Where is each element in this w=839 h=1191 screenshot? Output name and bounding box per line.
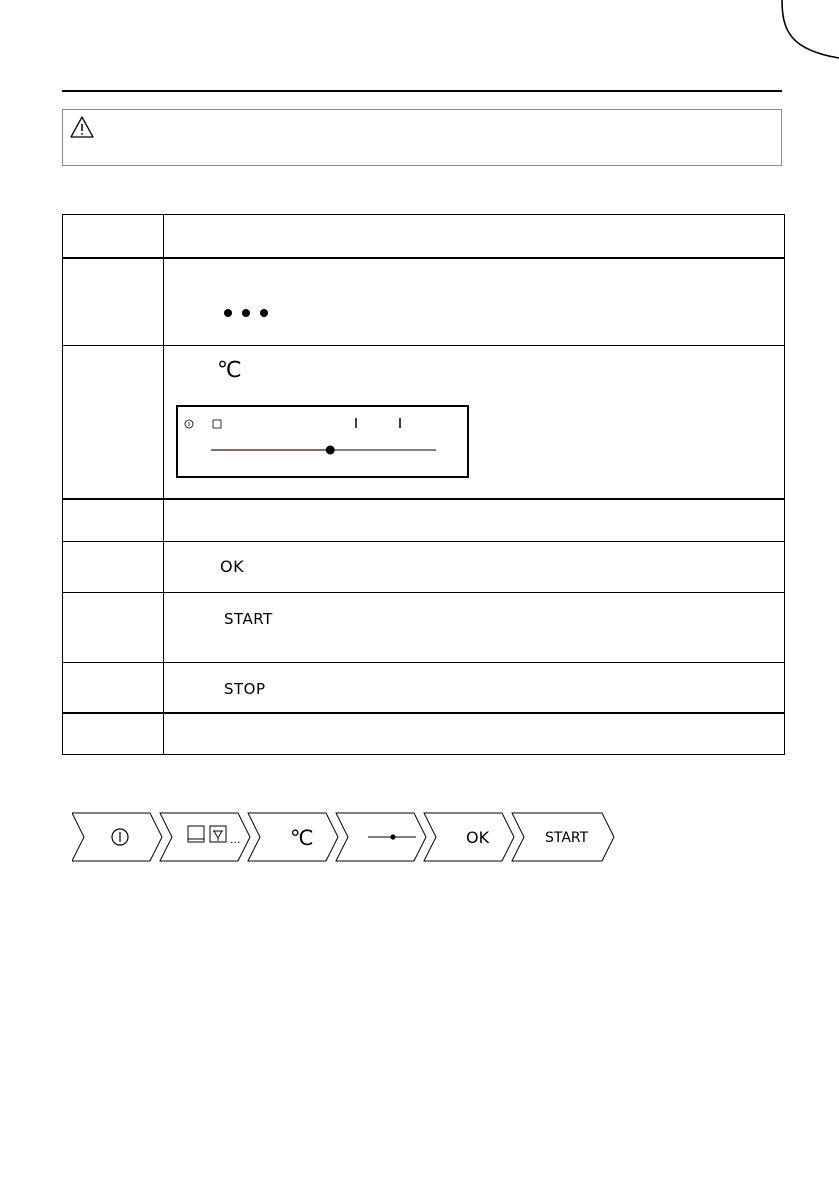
table-row (63, 499, 785, 542)
flow-step-slider (336, 813, 426, 861)
action-cell (164, 215, 785, 258)
table-row (63, 593, 785, 663)
action-cell (164, 258, 785, 346)
action-cell (164, 346, 785, 499)
temperature-icon: ℃ (217, 358, 243, 383)
three-dots-icon (224, 309, 268, 317)
ok-symbol: OK (466, 828, 490, 847)
step-cell (63, 215, 164, 258)
table-row (63, 663, 785, 713)
table-header-row (63, 215, 785, 258)
display-panel-graphic (178, 407, 467, 476)
flow-step-temperature (248, 813, 338, 861)
warning-box (62, 109, 782, 166)
step-cell (63, 713, 164, 755)
action-cell (164, 663, 785, 713)
step-cell (63, 663, 164, 713)
page-corner-curve (0, 0, 839, 60)
flow-step-power (72, 813, 162, 861)
table-row (63, 542, 785, 593)
steps-table (62, 214, 785, 755)
step-cell (63, 346, 164, 499)
step-cell (63, 593, 164, 663)
power-icon (112, 829, 128, 845)
slider-icon (368, 834, 416, 839)
header-rule (62, 90, 782, 92)
action-cell (164, 499, 785, 542)
stop-symbol: STOP (224, 680, 266, 698)
step-cell (63, 258, 164, 346)
more-functions-ellipsis: ... (230, 833, 241, 846)
procedure-flow (72, 812, 617, 862)
flow-step-ok (424, 813, 514, 861)
slider-handle (326, 446, 335, 455)
flow-step-start (512, 813, 614, 861)
display-panel (176, 405, 469, 478)
action-cell (164, 542, 785, 593)
ok-symbol: OK (220, 557, 245, 576)
start-symbol: START (224, 610, 273, 628)
start-symbol: START (545, 830, 589, 846)
power-icon (185, 420, 193, 428)
oven-function-icon (213, 420, 221, 428)
step-cell (63, 542, 164, 593)
table-row (63, 258, 785, 346)
action-cell (164, 713, 785, 755)
table-row (63, 346, 785, 499)
flow-step-function (160, 813, 250, 861)
table-row (63, 713, 785, 755)
temperature-icon: ℃ (290, 826, 314, 850)
action-cell (164, 593, 785, 663)
warning-triangle-icon (69, 115, 95, 139)
step-cell (63, 499, 164, 542)
heating-function-icons (188, 826, 226, 842)
